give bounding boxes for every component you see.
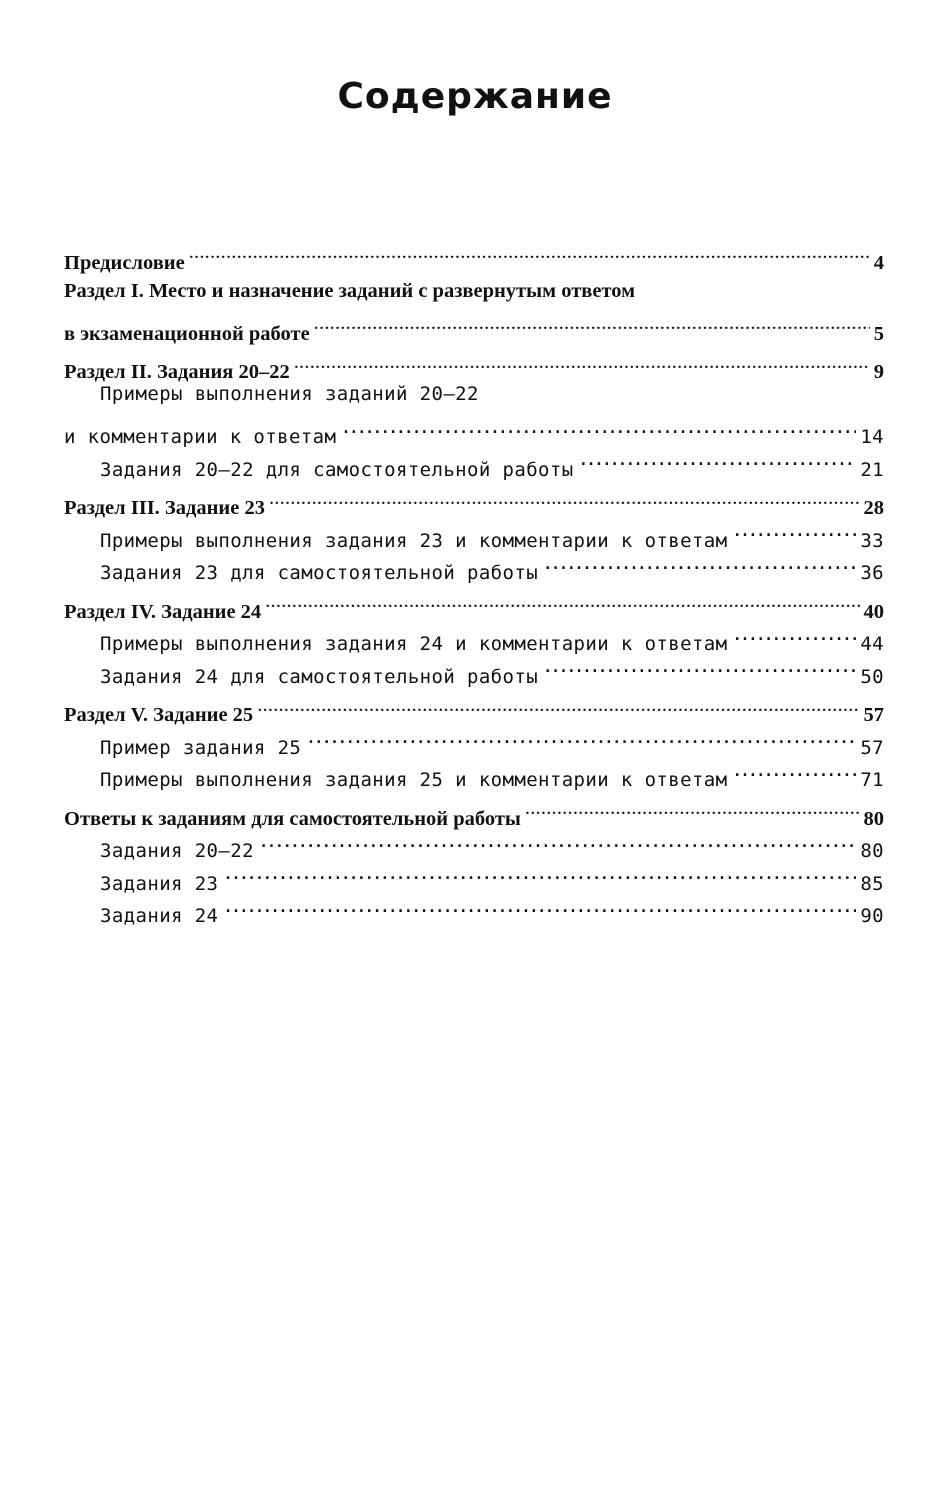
toc-entry-label: Раздел IV. Задание 24 xyxy=(64,600,262,623)
toc-page-number: 57 xyxy=(860,736,884,759)
toc-page-number: 44 xyxy=(860,633,884,655)
page-title: Содержание xyxy=(337,76,613,117)
toc-page-number: 85 xyxy=(860,872,884,895)
toc-entry-section-1-line1 xyxy=(64,275,884,308)
dot-leader xyxy=(314,307,870,340)
toc-entry-label: Ответы к заданиям для самостоятельной работы xyxy=(64,807,521,830)
toc-page-number: 36 xyxy=(860,562,884,584)
dot-leader xyxy=(265,585,859,618)
table-of-contents xyxy=(64,236,884,927)
toc-entry-label: Примеры выполнения задания 24 и комментарии к ответам xyxy=(100,633,728,655)
toc-entry-section-5 xyxy=(64,689,884,726)
toc-entry-label: Примеры выполнения задания 23 и комментарии к ответам xyxy=(100,529,728,552)
toc-page-number: 71 xyxy=(860,769,884,791)
toc-page-number: 9 xyxy=(873,361,884,383)
dot-leader xyxy=(222,857,856,890)
toc-page-number: 4 xyxy=(873,251,884,274)
toc-page-number: 14 xyxy=(860,426,884,448)
toc-entry-label: Задания 24 xyxy=(100,905,219,927)
toc-page-number: 57 xyxy=(863,704,884,726)
toc-entry-examples-20-22-line1 xyxy=(64,378,884,411)
toc-entry-label: Задания 20–22 для самостоятельной работы xyxy=(100,458,574,481)
dot-leader xyxy=(340,411,856,444)
dot-leader xyxy=(731,514,856,547)
dot-leader xyxy=(578,443,857,476)
toc-page-number: 80 xyxy=(863,807,884,830)
toc-entry-label: Раздел V. Задание 25 xyxy=(64,704,254,726)
toc-entry-section-3 xyxy=(64,482,884,519)
dot-leader xyxy=(189,236,870,269)
dot-leader xyxy=(305,721,856,754)
toc-entry-section-2 xyxy=(64,346,884,383)
toc-entry-label: Пример задания 25 xyxy=(100,736,302,759)
toc-page-number: 5 xyxy=(873,322,884,345)
toc-entry-label: Задания 23 xyxy=(100,872,219,895)
dot-leader xyxy=(731,618,856,651)
dot-leader xyxy=(294,346,870,379)
toc-page-number: 80 xyxy=(860,840,884,862)
toc-page-number: 33 xyxy=(860,529,884,552)
toc-entry-label: Предисловие xyxy=(64,251,185,274)
toc-entry-label: Примеры выполнения заданий 20–22 xyxy=(100,383,479,405)
toc-entry-section-4 xyxy=(64,585,884,623)
toc-entry-label: Примеры выполнения задания 25 и комментарии к ответам xyxy=(100,769,728,791)
toc-page-number: 21 xyxy=(860,458,884,481)
toc-page-number: 28 xyxy=(863,497,884,519)
dot-leader xyxy=(269,482,860,515)
toc-entry-label: Раздел III. Задание 23 xyxy=(64,497,265,519)
toc-entry-preface xyxy=(64,236,884,274)
toc-entry-label: Раздел I. Место и назначение заданий с развернутым ответом xyxy=(64,279,636,302)
dot-leader xyxy=(525,792,860,825)
dot-leader xyxy=(222,890,856,923)
dot-leader xyxy=(542,547,856,580)
toc-page-number: 90 xyxy=(860,905,884,927)
toc-entry-examples-20-22 xyxy=(64,411,884,448)
toc-entry-answers xyxy=(64,792,884,830)
dot-leader xyxy=(258,825,856,858)
dot-leader xyxy=(542,650,856,683)
toc-entry-label: Задания 23 для самостоятельной работы xyxy=(100,562,539,584)
toc-entry-section-1 xyxy=(64,307,884,345)
toc-entry-label: и комментарии к ответам xyxy=(64,426,337,448)
dot-leader xyxy=(257,689,859,722)
toc-entry-label: Задания 24 для самостоятельной работы xyxy=(100,665,539,688)
toc-entry-label: Раздел II. Задания 20–22 xyxy=(64,361,290,383)
dot-leader xyxy=(731,754,856,787)
toc-page-number: 50 xyxy=(860,665,884,688)
toc-entry-label: Задания 20–22 xyxy=(100,840,254,862)
toc-entry-label: в экзаменационной работе xyxy=(64,322,310,345)
toc-page-number: 40 xyxy=(863,600,884,623)
